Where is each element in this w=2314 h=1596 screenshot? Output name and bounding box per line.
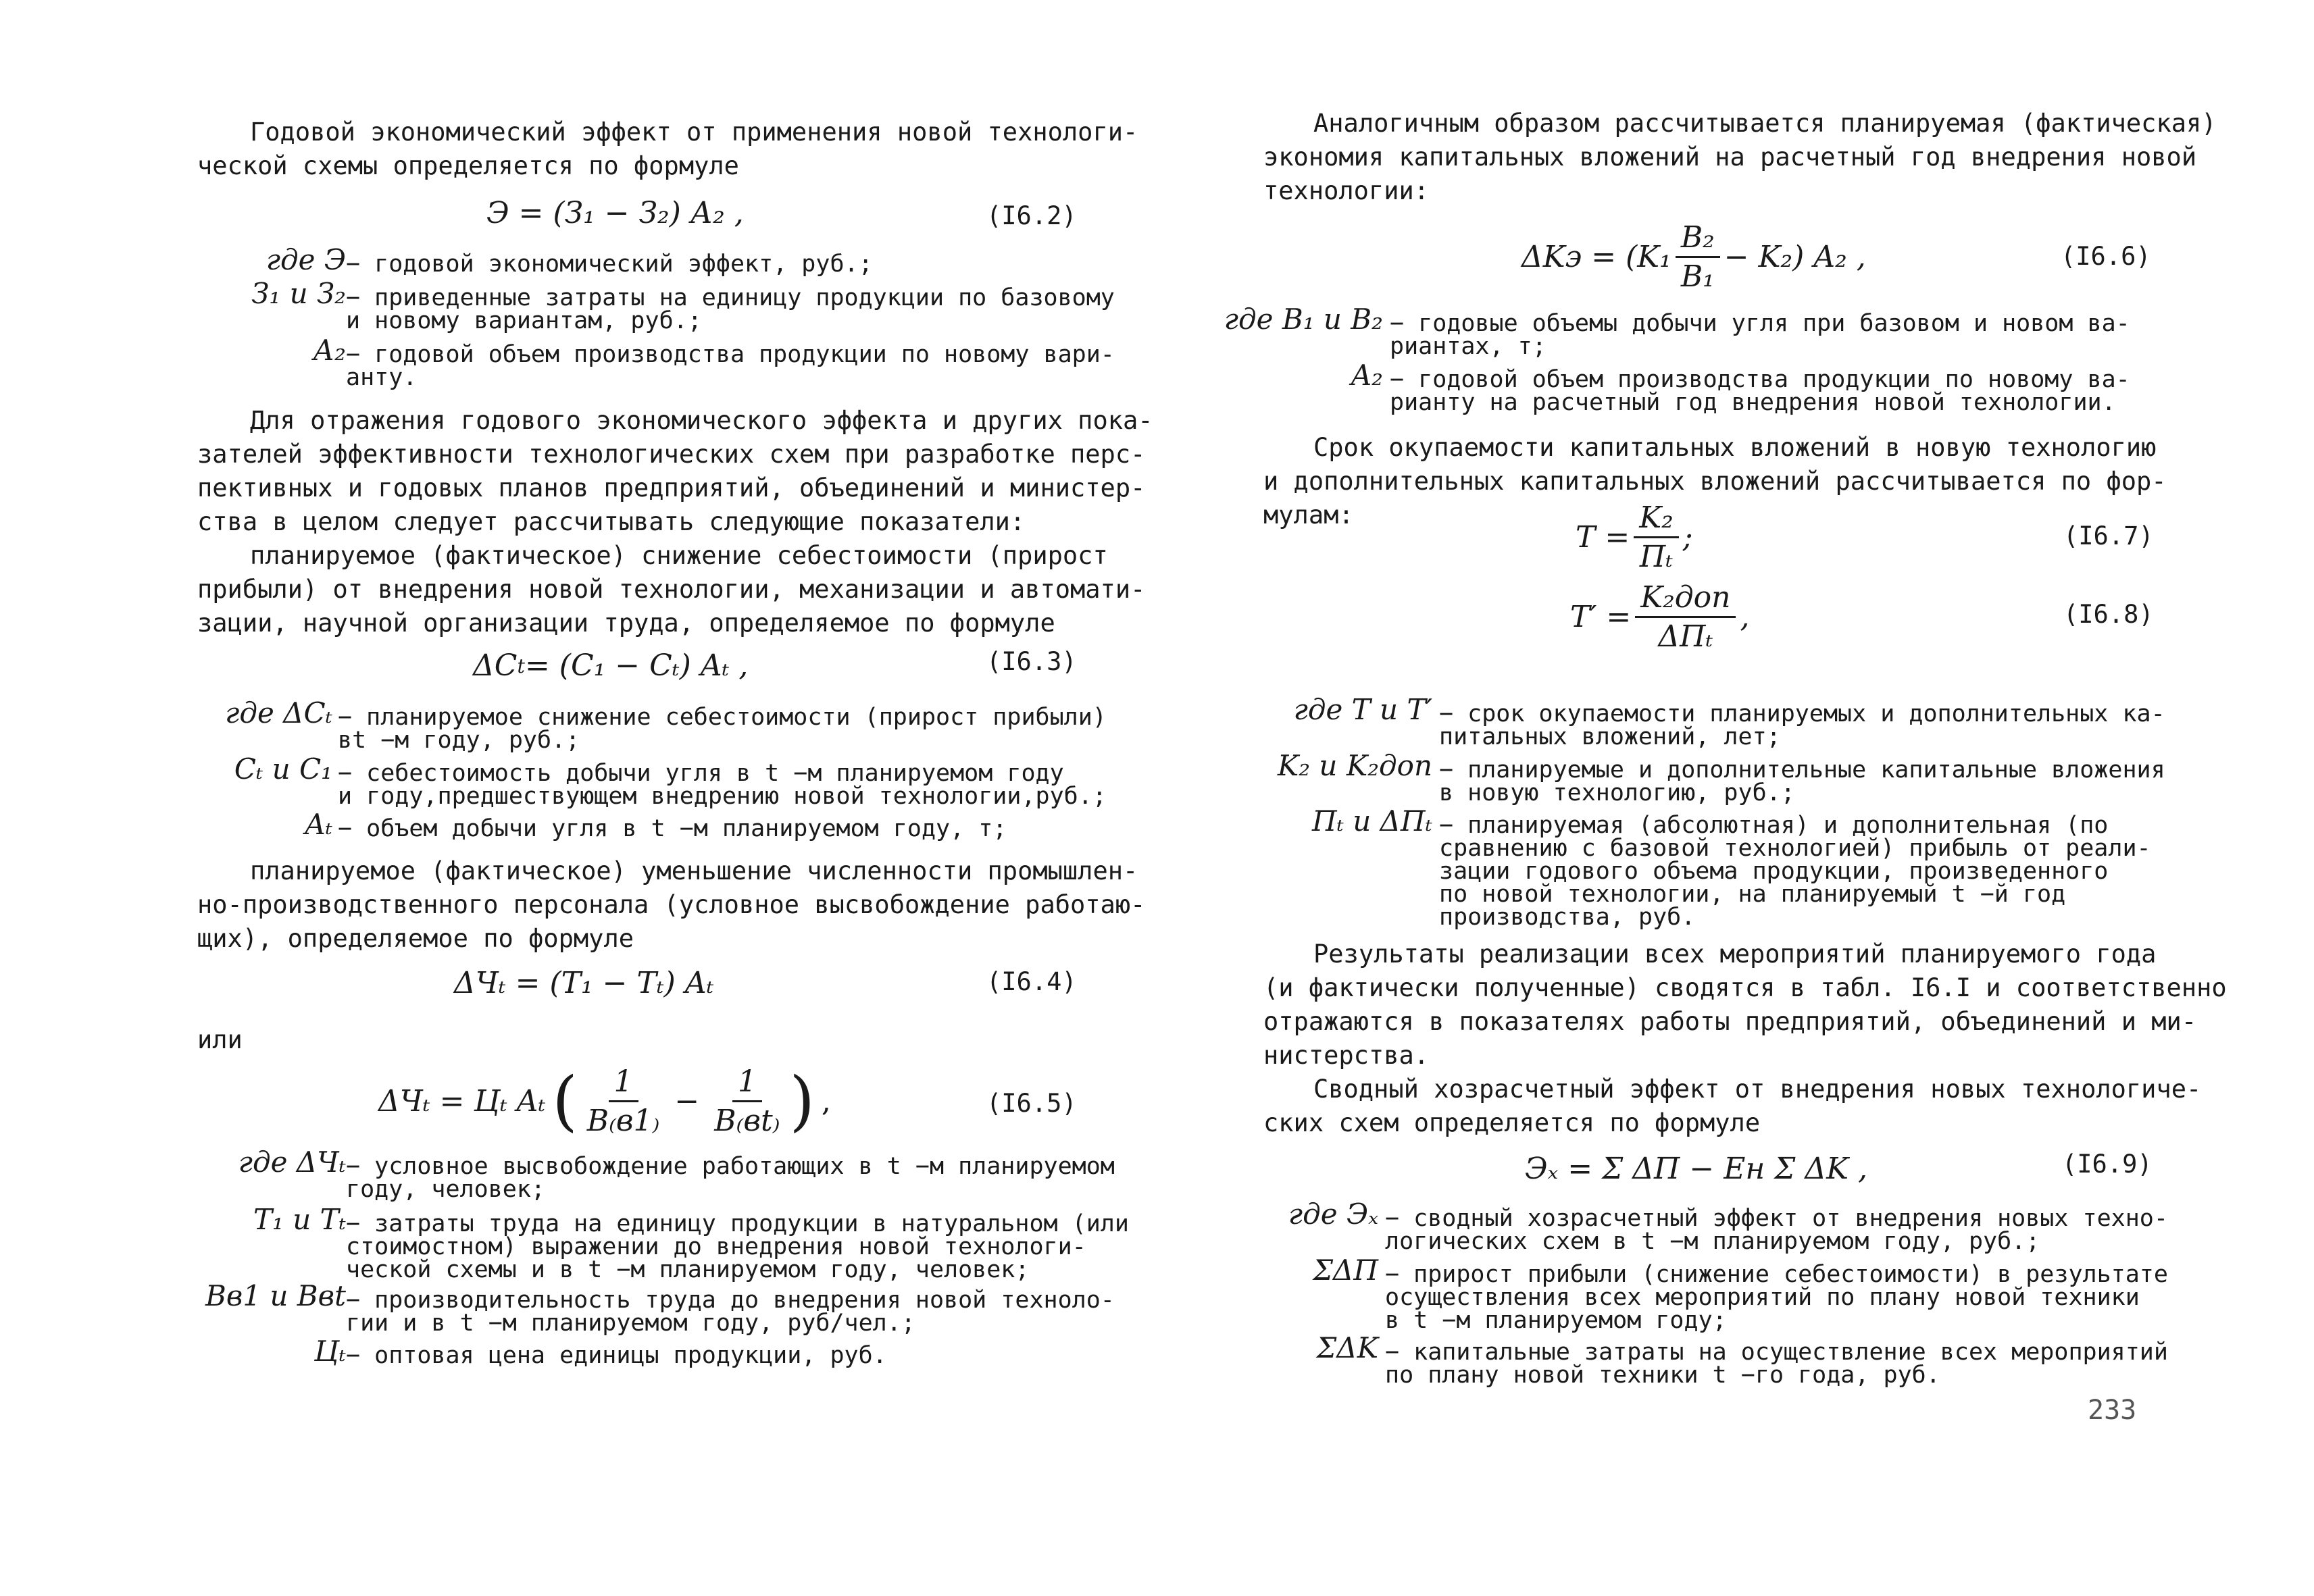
definition-label: K₂ и K₂доп [1277, 749, 1432, 782]
equation-16-2: Э = (З₁ − З₂) А₂ , [486, 196, 744, 230]
right-intro-1: Аналогичным образом рассчитывается планируемая (фактическая) [1313, 109, 2217, 138]
equation-16-6: ΔKэ = (K₁ $\frac{\text{B₂}}{\text{B₁}}$ − K₂) A₂ , [1521, 220, 1866, 294]
definition-text: − капитальные затраты на осуществление всех мероприятий [1385, 1339, 2168, 1366]
equation-16-3: ΔC t = (C₁ − Cₜ) Aₜ , [473, 648, 749, 683]
definition-text: году, человек; [346, 1176, 546, 1203]
definition-label: Cₜ и C₁ [234, 752, 332, 786]
definition-text: − планируемое снижение себестоимости (прирост прибыли) [338, 704, 1107, 731]
left-para2-4: ства в целом следует рассчитывать следующие показатели: [197, 507, 1026, 536]
equation-16-4: ΔЧₜ = (T₁ − Tₜ) Aₜ [454, 966, 714, 1000]
left-para2-1: Для отражения годового экономического эффекта и других пока- [250, 406, 1153, 435]
definition-text: анту. [346, 364, 418, 391]
left-intro-2: ческой схемы определяется по формуле [197, 151, 739, 180]
left-para2-3: пективных и годовых планов предприятий, объединений и министер- [197, 473, 1146, 503]
equation-number-16-2: (I6.2) [986, 201, 1077, 230]
left-para4-3: щих), определяемое по формуле [197, 924, 634, 953]
definition-text: − годовой объем производства продукции по новому ва- [1390, 366, 2130, 393]
equation-number-16-5: (I6.5) [986, 1089, 1077, 1118]
right-para2-3: мулам: [1263, 500, 1354, 530]
definition-label: A₂ [1351, 359, 1383, 392]
right-para2-1: Срок окупаемости капитальных вложений в новую технологию [1313, 433, 2157, 462]
definition-text: производства, руб. [1439, 904, 1696, 931]
definition-text: − планируемые и дополнительные капитальные вложения [1439, 756, 2165, 783]
definition-text: и новому вариантам, руб.; [346, 307, 702, 334]
definition-text: − сводный хозрасчетный эффект от внедрения новых техно- [1385, 1205, 2168, 1232]
definition-text: стоимостном) выражении до внедрения новой технологи- [346, 1233, 1086, 1260]
definition-text: и году,предшествующем внедрению новой технологии,руб.; [338, 783, 1107, 810]
definition-text: ческой схемы и в t −м планируемом году, человек; [346, 1256, 1030, 1283]
definition-label: ΣΔK [1316, 1331, 1378, 1364]
definition-text: − прирост прибыли (снижение себестоимости) в результате [1385, 1261, 2168, 1288]
definition-text: − годовой экономический эффект, руб.; [346, 251, 873, 278]
equation-16-7: T = $\frac{\text{K₂}}{\text{Пₜ}}$ ; [1576, 500, 1693, 574]
equation-number-16-3: (I6.3) [986, 647, 1077, 676]
definition-text: − срок окупаемости планируемых и дополнительных ка- [1439, 700, 2165, 727]
left-para4-2: но-производственного персонала (условное высвобождение работаю- [197, 890, 1146, 919]
definition-label: где ΔЧₜ [238, 1145, 346, 1179]
definition-text: осуществления всех мероприятий по плану новой техники [1385, 1284, 2140, 1311]
definition-text: − оптовая цена единицы продукции, руб. [346, 1342, 887, 1369]
definition-text: − производительность труда до внедрения новой техноло- [346, 1287, 1115, 1314]
right-para3-4: нистерства. [1263, 1041, 1430, 1070]
definition-text: рианту на расчетный год внедрения новой технологии. [1390, 389, 2116, 416]
right-para4-2: ских схем определяется по формуле [1263, 1108, 1761, 1137]
definition-text: − затраты труда на единицу продукции в натуральном (или [346, 1210, 1129, 1237]
definition-label: T₁ и Tₜ [253, 1203, 346, 1236]
definition-label: А₂ [313, 334, 346, 367]
definition-label: Цₜ [314, 1335, 346, 1368]
definition-text: − годовые объемы добычи угля при базовом и новом ва- [1390, 310, 2130, 337]
equation-number-16-9: (I6.9) [2062, 1150, 2153, 1179]
left-para2-2: зателей эффективности технологических схем при разработке перс- [197, 440, 1146, 469]
definition-text: по плану новой техники t −го года, руб. [1385, 1362, 1940, 1389]
definition-text: в t −м планируемом году; [1385, 1307, 1727, 1334]
page-number: 233 [2088, 1395, 2137, 1426]
definition-label: где Э [266, 243, 346, 276]
equation-16-8: T′ = $\frac{\text{K₂доп}}{\text{ΔПₜ}}$ , [1570, 580, 1750, 654]
equation-16-9: Эₓ = Σ ΔП − Eн Σ ΔK , [1525, 1152, 1868, 1186]
right-para2-2: и дополнительных капитальных вложений рассчитывается по фор- [1263, 467, 2167, 496]
definition-text: логических схем в t −м планируемом году, руб.; [1385, 1228, 2040, 1255]
definition-label: Aₜ [305, 808, 332, 841]
left-intro-1: Годовой экономический эффект от применения новой технологи- [250, 118, 1138, 147]
right-intro-2: экономия капитальных вложений на расчетный год внедрения новой [1263, 143, 2197, 172]
right-intro-3: технологии: [1263, 176, 1430, 205]
definition-text: гии и в t −м планируемом году, руб/чел.; [346, 1310, 915, 1337]
equation-number-16-7: (I6.7) [2063, 521, 2154, 550]
right-para4-1: Сводный хозрасчетный эффект от внедрения новых технологиче- [1313, 1075, 2202, 1104]
definition-text: − приведенные затраты на единицу продукции по базовому [346, 284, 1115, 311]
left-para3-3: зации, научной организации труда, определяемое по формуле [197, 609, 1055, 638]
definition-text: риантах, т; [1390, 333, 1546, 360]
definition-text: зации годового объема продукции, произведенного [1439, 858, 2109, 885]
definition-text: вt −м году, руб.; [338, 727, 580, 754]
left-para4-1: планируемое (фактическое) уменьшение численности промышлен- [250, 856, 1138, 885]
definition-label: ΣΔП [1313, 1254, 1378, 1287]
equation-number-16-8: (I6.8) [2063, 600, 2154, 629]
equation-number-16-4: (I6.4) [986, 967, 1077, 996]
equation-number-16-6: (I6.6) [2061, 242, 2151, 271]
definition-text: − объем добычи угля в t −м планируемом году, т; [338, 815, 1007, 842]
left-para3-2: прибыли) от внедрения новой технологии, механизации и автомати- [197, 575, 1146, 604]
left-para3-1: планируемое (фактическое) снижение себестоимости (прирост [250, 541, 1108, 570]
definition-label: где T и T′ [1293, 693, 1432, 726]
definition-label: где Эₓ [1288, 1198, 1378, 1231]
or-text: или [197, 1025, 243, 1054]
definition-text: питальных вложений, лет; [1439, 723, 1781, 750]
definition-label: где B₁ и B₂ [1224, 303, 1383, 336]
definition-text: − себестоимость добычи угля в t −м планируемом году [338, 760, 1064, 787]
equation-16-5: ΔЧₜ = Цₜ Aₜ ( $\frac{1}{B_(в1_)}$ − $\frac{1}{B_(вt_)}$ ) , [378, 1063, 831, 1139]
definition-text: в новую технологию, руб.; [1439, 779, 1795, 806]
right-para3-1: Результаты реализации всех мероприятий планируемого года [1313, 939, 2157, 969]
definition-label: где ΔCₜ [225, 696, 332, 729]
definition-label: Bв1 и Bвt [205, 1279, 346, 1312]
definition-text: − планируемая (абсолютная) и дополнительная (по [1439, 812, 2109, 839]
definition-text: − условное высвобождение работающих в t −м планируемом [346, 1153, 1115, 1180]
definition-text: по новой технологии, на планируемый t −й год [1439, 881, 2066, 908]
right-para3-3: отражаются в показателях работы предприятий, объединений и ми- [1263, 1007, 2197, 1036]
definition-label: Пₜ и ΔПₜ [1311, 804, 1432, 838]
definition-text: сравнению с базовой технологией) прибыль от реали- [1439, 835, 2151, 862]
right-para3-2: (и фактически полученные) сводятся в табл. I6.I и соответственно [1263, 973, 2227, 1002]
definition-label: З₁ и З₂ [251, 277, 346, 310]
definition-text: − годовой объем производства продукции по новому вари- [346, 341, 1115, 368]
